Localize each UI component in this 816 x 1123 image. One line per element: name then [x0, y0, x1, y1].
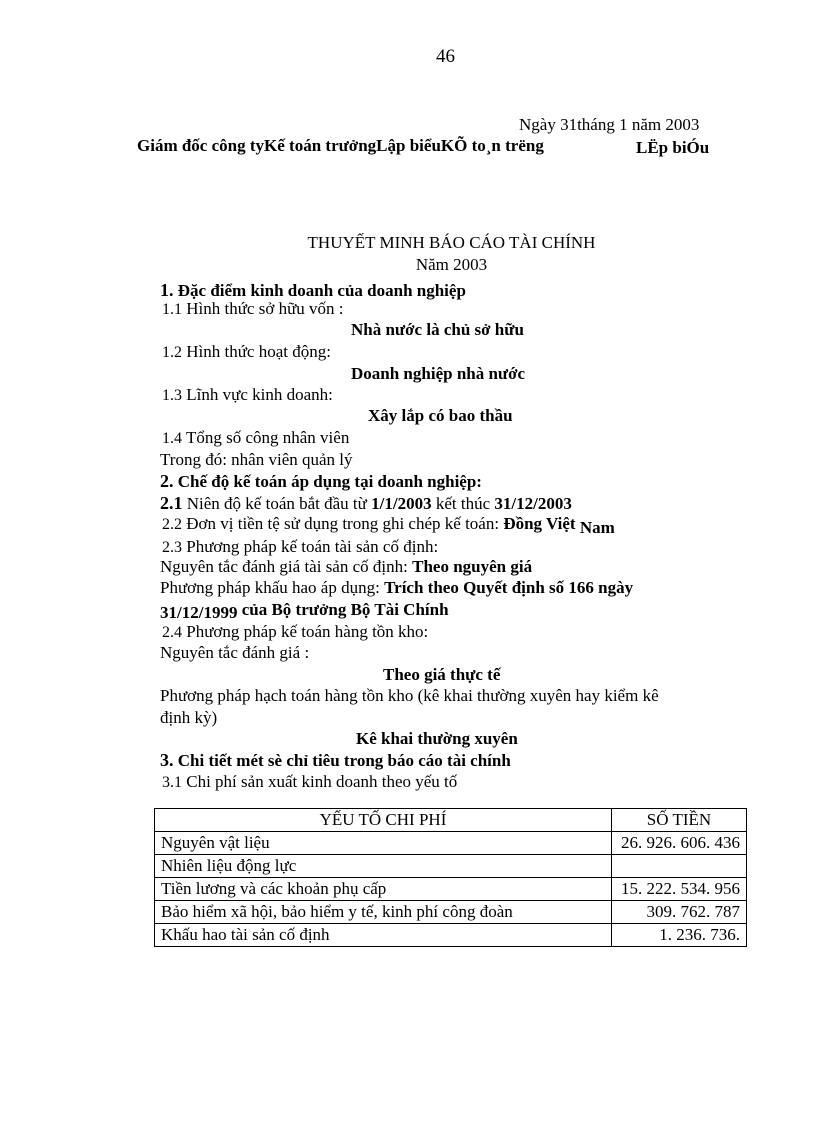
- item-2-3-dep-rest: của Bộ trưởng Bộ Tài Chính: [241, 600, 449, 619]
- item-2-1-end: 31/12/2003: [494, 494, 572, 513]
- signature-line: [137, 136, 544, 156]
- section-2-heading: [160, 471, 482, 492]
- item-2-2-label: Đơn vị tiền tệ sử dụng trong ghi chép kế toán:: [186, 514, 500, 533]
- item-1-2-number: 1.2: [162, 344, 182, 361]
- item-2-4: [162, 622, 428, 642]
- date-line: Ngày 31tháng 1 năm 2003: [519, 115, 700, 134]
- header-amount: SỐ TIỀN: [612, 809, 747, 832]
- row-amount: 26. 926. 606. 436: [612, 832, 747, 855]
- table-row: [155, 878, 747, 901]
- item-2-1-start: 1/1/2003: [371, 494, 432, 513]
- item-1-4-sub: Trong đó: nhân viên quản lý: [160, 450, 353, 469]
- item-2-2: [162, 514, 615, 537]
- item-2-3-depreciation: [160, 578, 633, 598]
- item-2-3-rule: [160, 557, 532, 577]
- item-2-4-number: 2.4: [162, 624, 182, 641]
- item-1-3-label: Lĩnh vực kinh doanh:: [186, 385, 333, 404]
- cost-table: [154, 808, 747, 947]
- item-2-1-number: 2.1: [160, 493, 183, 513]
- row-item: Khấu hao tài sản cố định: [155, 924, 612, 947]
- section-2-title: Chế độ kế toán áp dụng tại doanh nghiệp:: [177, 472, 482, 491]
- item-3-1-number: 3.1: [162, 774, 182, 791]
- row-item: Nhiên liệu động lực: [155, 855, 612, 878]
- item-1-2-label: Hình thức hoạt động:: [186, 342, 331, 361]
- row-item: Bảo hiểm xã hội, bảo hiểm y tế, kinh phí công đoàn: [155, 901, 612, 924]
- item-2-3-dep-label: Phương pháp khấu hao áp dụng:: [160, 578, 380, 597]
- item-2-4-method-value: Kê khai thường xuyên: [356, 729, 518, 748]
- header-cost-factor: YẾU TỐ CHI PHÍ: [155, 809, 612, 832]
- section-3-number: 3.: [160, 750, 174, 770]
- item-2-2-value-a: Đồng Việt: [503, 514, 576, 533]
- item-3-1: [162, 772, 457, 792]
- row-amount: 15. 222. 534. 956: [612, 878, 747, 901]
- item-1-2-value: Doanh nghiệp nhà nước: [351, 364, 526, 383]
- item-2-3-number: 2.3: [162, 539, 182, 556]
- item-2-3-label: Phương pháp kế toán tài sản cố định:: [186, 537, 439, 556]
- section-3-title: Chi tiết mét sè chỉ tiêu trong báo cáo tài chính: [177, 751, 511, 770]
- item-1-4: [162, 428, 349, 448]
- table-row: [155, 832, 747, 855]
- signature-preparer: LËp biÓu: [636, 138, 710, 157]
- table-header-row: [155, 809, 747, 832]
- table-row: [155, 901, 747, 924]
- item-2-4-method-line2: định kỳ): [160, 708, 218, 727]
- item-1-3: [162, 385, 333, 405]
- section-1-title: Đặc điểm kinh doanh của doanh nghiệp: [177, 281, 466, 300]
- item-1-1-value: Nhà nước là chủ sở hữu: [351, 320, 524, 339]
- report-year: Năm 2003: [415, 255, 488, 274]
- section-2-number: 2.: [160, 471, 174, 491]
- item-2-4-rule-label: Nguyên tắc đánh giá :: [160, 643, 310, 662]
- row-item: Tiền lương và các khoản phụ cấp: [155, 878, 612, 901]
- item-1-2: [162, 342, 331, 362]
- item-2-4-label: Phương pháp kế toán hàng tồn kho:: [186, 622, 429, 641]
- row-amount: 1. 236. 736.: [612, 924, 747, 947]
- signature-titles: Giám đốc công tyKế toán trưởngLập biểuKÕ to¸n trëng: [137, 136, 544, 155]
- section-3-heading: [160, 750, 511, 771]
- section-1-number: 1.: [160, 280, 174, 300]
- item-1-4-number: 1.4: [162, 430, 182, 447]
- item-2-4-method-line1: Phương pháp hạch toán hàng tồn kho (kê khai thường xuyên hay kiểm kê: [160, 686, 659, 705]
- item-2-1-label: Niên độ kế toán bắt đầu từ: [186, 494, 367, 513]
- item-1-1-number: 1.1: [162, 301, 182, 318]
- item-1-3-number: 1.3: [162, 387, 182, 404]
- item-2-3-dep-date: 31/12/1999: [160, 603, 238, 622]
- item-2-3-rule-label: Nguyên tắc đánh giá tài sản cố định:: [160, 557, 408, 576]
- item-2-1: [160, 493, 572, 514]
- row-item: Nguyên vật liệu: [155, 832, 612, 855]
- item-3-1-label: Chi phí sản xuất kinh doanh theo yếu tố: [186, 772, 458, 791]
- item-2-3-rule-value: Theo nguyên giá: [412, 557, 533, 576]
- section-1-heading: [160, 280, 466, 301]
- table-row: [155, 924, 747, 947]
- row-amount: [612, 855, 747, 878]
- item-1-4-label: Tổng số công nhân viên: [185, 428, 350, 447]
- item-2-4-rule-value: Theo giá thực tế: [383, 665, 501, 684]
- table-row: [155, 855, 747, 878]
- item-2-2-number: 2.2: [162, 516, 182, 533]
- item-2-3-dep-cont: [160, 600, 449, 620]
- page-number: 46: [436, 46, 455, 67]
- item-1-1-label: Hình thức sở hữu vốn :: [186, 299, 344, 318]
- item-1-3-value: Xây lắp có bao thầu: [368, 406, 513, 425]
- item-2-3: [162, 537, 438, 557]
- item-2-1-mid: kết thúc: [435, 494, 491, 513]
- item-1-1: [162, 299, 344, 319]
- item-2-2-value-b: Nam: [579, 518, 615, 537]
- report-title: THUYẾT MINH BÁO CÁO TÀI CHÍNH: [307, 233, 596, 252]
- item-2-3-dep-value: Trích theo Quyết định số 166 ngày: [384, 578, 634, 597]
- row-amount: 309. 762. 787: [612, 901, 747, 924]
